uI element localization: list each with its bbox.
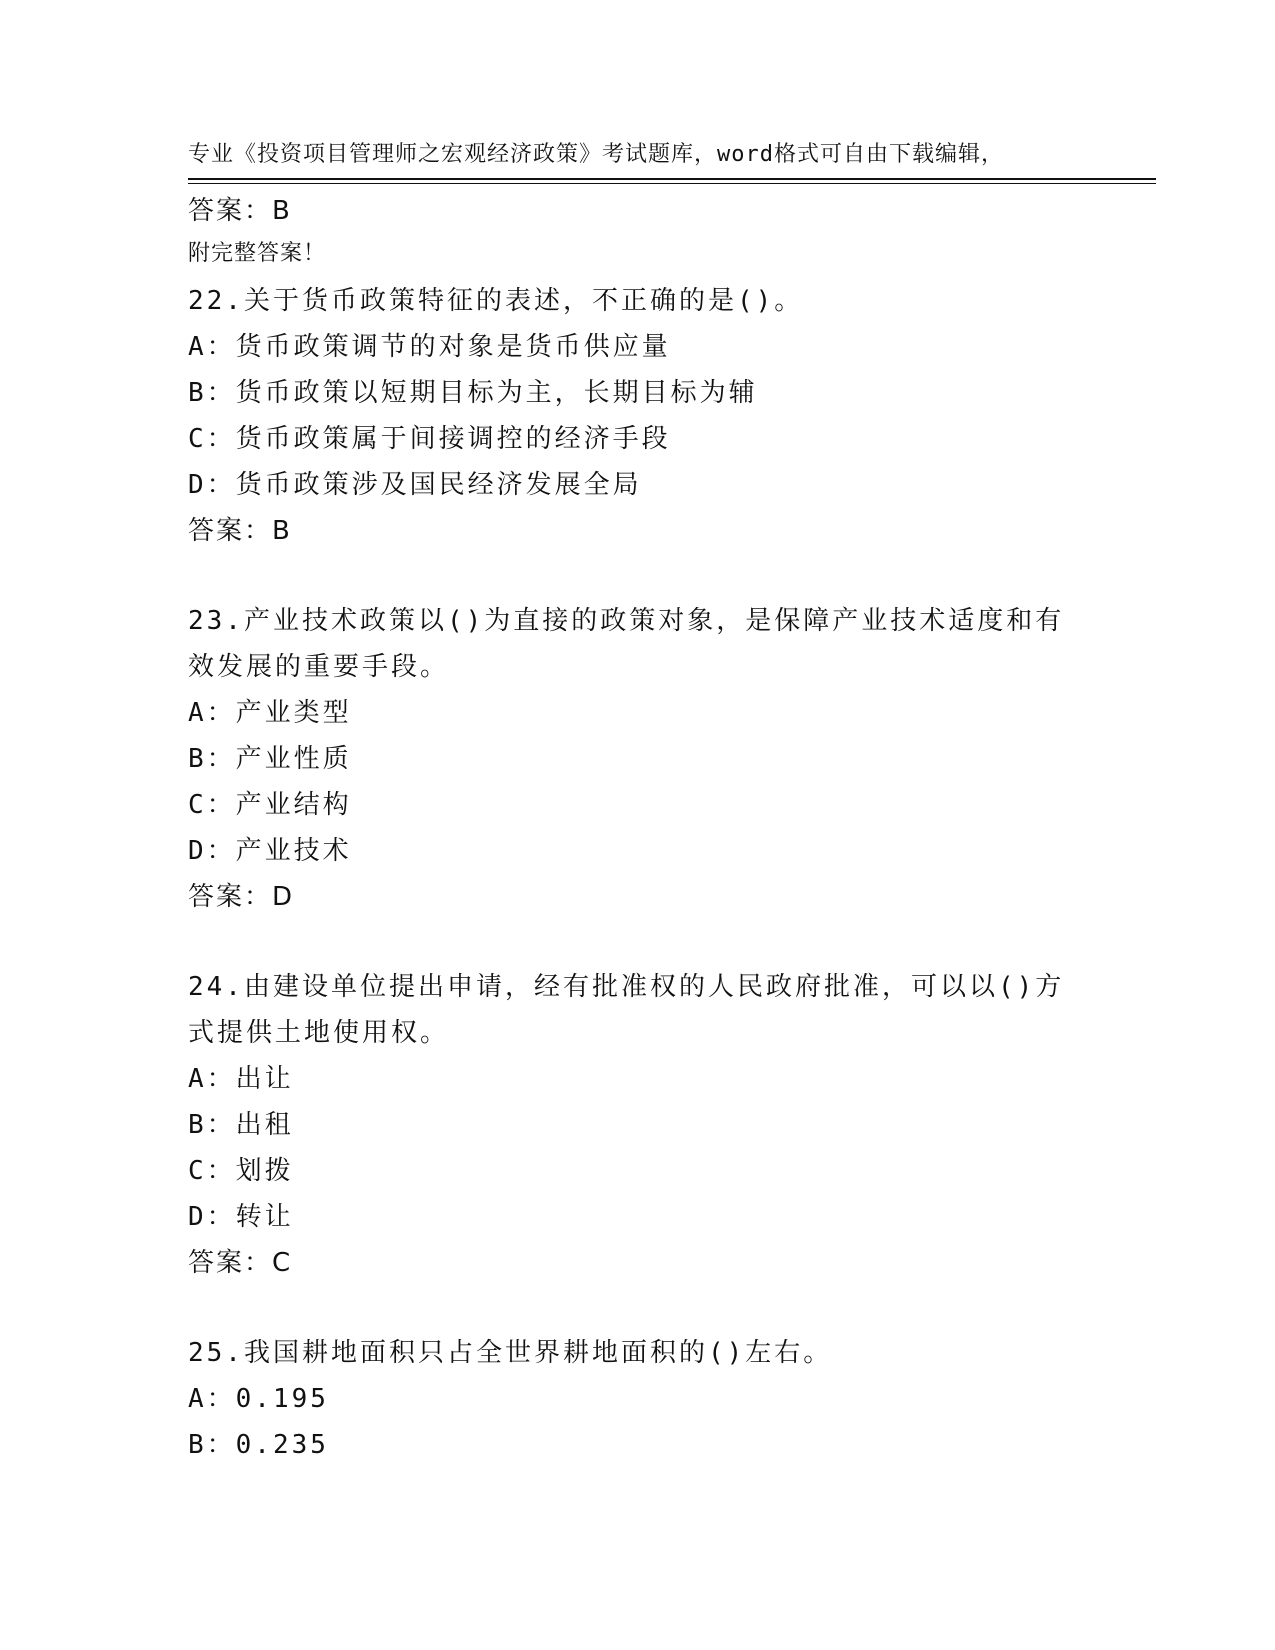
answer-line: 答案：B (188, 516, 292, 546)
answer-line: 答案：C (188, 1248, 293, 1278)
option-d: D：转让 (188, 1202, 294, 1232)
option-a: A：出让 (188, 1064, 294, 1094)
option-a: A：产业类型 (188, 698, 352, 728)
header-line-2: 附完整答案！ (188, 241, 327, 266)
option-b: B：出租 (188, 1110, 294, 1140)
header-divider-thin (188, 183, 1156, 184)
header-divider (188, 178, 1156, 180)
question-stem: 24.由建设单位提出申请，经有批准权的人民政府批准，可以以()方式提供土地使用权。 (188, 972, 1065, 1048)
option-b: B：货币政策以短期目标为主，长期目标为辅 (188, 378, 758, 408)
option-d: D：产业技术 (188, 836, 352, 866)
answer-line: 答案：B (188, 196, 292, 226)
option-d: D：货币政策涉及国民经济发展全局 (188, 470, 642, 500)
option-b: B：产业性质 (188, 744, 352, 774)
question-stem: 22.关于货币政策特征的表述，不正确的是()。 (188, 286, 804, 316)
question-24 (188, 964, 1088, 1286)
answer-line: 答案：D (188, 882, 295, 912)
option-b: B：0.235 (188, 1430, 329, 1460)
option-c: C：划拨 (188, 1156, 294, 1186)
question-22 (188, 278, 1088, 554)
question-stem: 23.产业技术政策以()为直接的政策对象，是保障产业技术适度和有效发展的重要手段。 (188, 606, 1065, 682)
question-23 (188, 598, 1088, 920)
question-25 (188, 1330, 1088, 1468)
header-line-1: 专业《投资项目管理师之宏观经济政策》考试题库，word格式可自由下载编辑， (188, 142, 1004, 167)
option-a: A：0.195 (188, 1384, 329, 1414)
question-stem: 25.我国耕地面积只占全世界耕地面积的()左右。 (188, 1338, 833, 1368)
question-list (188, 188, 1088, 1468)
option-a: A：货币政策调节的对象是货币供应量 (188, 332, 671, 362)
option-c: C：产业结构 (188, 790, 352, 820)
option-c: C：货币政策属于间接调控的经济手段 (188, 424, 671, 454)
